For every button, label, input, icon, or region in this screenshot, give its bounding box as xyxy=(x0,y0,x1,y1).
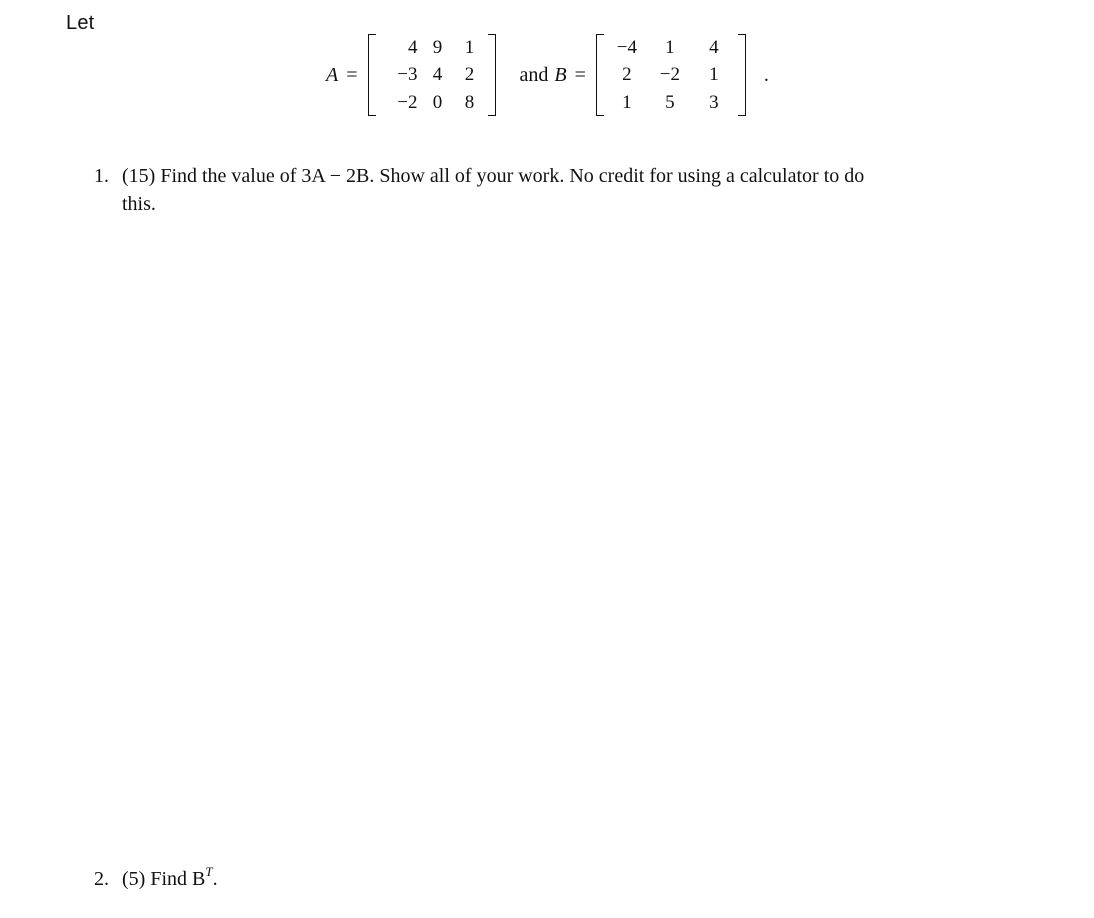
question-1 xyxy=(94,162,1064,218)
matrix-row xyxy=(606,34,736,61)
matrix-cell: 2 xyxy=(464,64,475,86)
matrix-cell: 1 xyxy=(622,91,632,113)
intro-text: Let xyxy=(66,12,95,34)
left-bracket xyxy=(596,34,604,116)
right-bracket xyxy=(738,34,746,116)
matrix-cell: −4 xyxy=(616,37,637,59)
question-text-line-1: (15) Find the value of 3A − 2B. Show all of your work. No credit for using a calculator to do xyxy=(122,165,865,187)
matrix-cell: 8 xyxy=(464,91,475,113)
conjunction: and xyxy=(519,63,549,86)
question-number: 2. xyxy=(94,868,109,890)
matrix-cell: −2 xyxy=(397,91,418,113)
left-bracket xyxy=(368,34,376,116)
matrix-b xyxy=(596,34,746,116)
question-text: (5) Find B xyxy=(122,868,206,890)
transpose-superscript: T xyxy=(205,864,213,879)
question-text-line-2: this. xyxy=(122,193,156,215)
matrix-a-name: A xyxy=(326,63,339,86)
matrix-cell: 3 xyxy=(709,91,719,113)
matrix-cell: 2 xyxy=(622,64,632,86)
right-bracket xyxy=(488,34,496,116)
matrix-cell: 4 xyxy=(432,64,443,86)
matrix-a-equals: = xyxy=(346,63,358,86)
matrix-row xyxy=(378,34,486,61)
matrix-a xyxy=(368,34,496,116)
matrix-row xyxy=(606,61,736,88)
matrix-definitions xyxy=(326,34,769,116)
end-punctuation: . xyxy=(763,63,769,86)
matrix-cell: −2 xyxy=(659,64,680,86)
matrix-b-name: B xyxy=(554,63,567,86)
matrix-row xyxy=(606,89,736,116)
matrix-cell: 9 xyxy=(432,37,443,59)
question-number: 1. xyxy=(94,165,109,187)
question-suffix: . xyxy=(212,868,218,890)
matrix-row xyxy=(378,61,486,88)
matrix-cell: 1 xyxy=(709,64,719,86)
matrix-cell: 4 xyxy=(709,37,719,59)
matrix-cell: 5 xyxy=(665,91,675,113)
matrix-cell: 4 xyxy=(408,37,418,59)
matrix-row xyxy=(378,89,486,116)
matrix-cell: −3 xyxy=(397,64,418,86)
matrix-b-equals: = xyxy=(574,63,586,86)
matrix-cell: 1 xyxy=(665,37,675,59)
matrix-cell: 1 xyxy=(464,37,475,59)
matrix-cell: 0 xyxy=(432,91,443,113)
question-2 xyxy=(94,864,218,891)
